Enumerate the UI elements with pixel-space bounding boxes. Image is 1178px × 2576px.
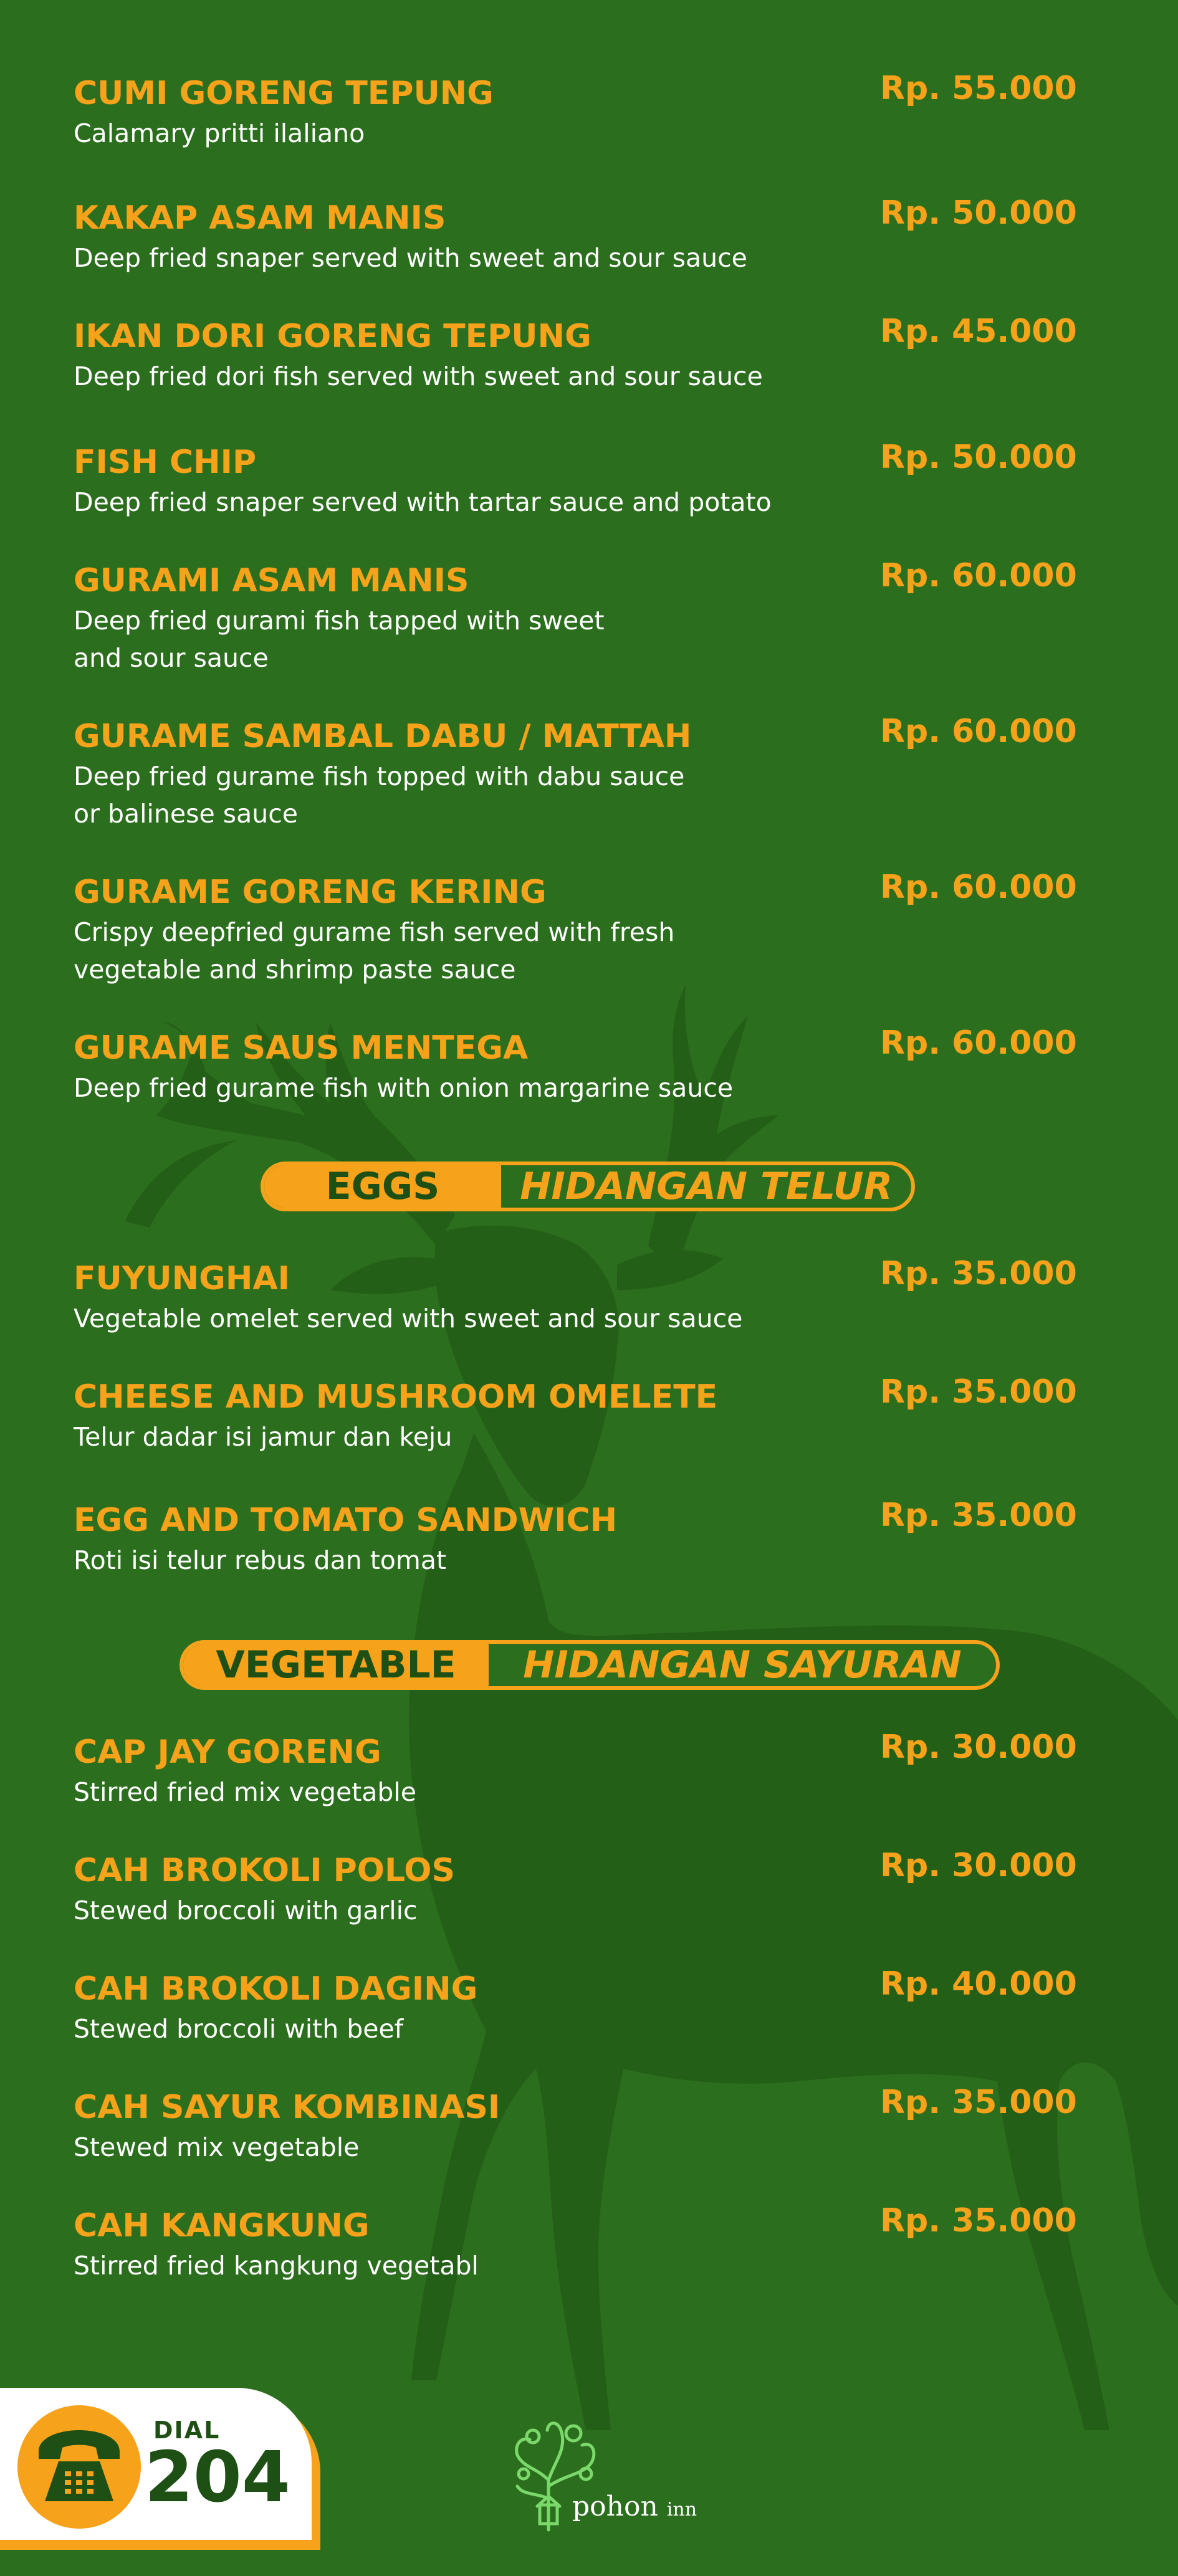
logo-name: pohon	[572, 2491, 658, 2522]
item-description: Deep fried dori fish served with sweet and sour sauce	[74, 361, 763, 391]
section-header-eggs	[261, 1162, 915, 1211]
item-price: Rp. 35.000	[880, 2202, 1077, 2240]
item-description: Deep fried snaper served with sweet and sour sauce	[74, 243, 747, 273]
item-name: GURAMI ASAM MANIS	[74, 562, 469, 599]
item-description-line: Deep fried gurami fish tapped with sweet	[74, 606, 605, 636]
item-description: Stewed mix vegetable	[74, 2132, 360, 2162]
item-price: Rp. 50.000	[880, 194, 1077, 232]
item-price: Rp. 30.000	[880, 1729, 1077, 1766]
section-header-vegetable	[180, 1640, 1000, 1690]
item-price: Rp. 35.000	[880, 2084, 1077, 2121]
logo	[499, 2411, 697, 2536]
item-price: Rp. 40.000	[880, 1965, 1077, 2003]
item-name: CAH BROKOLI DAGING	[74, 1970, 478, 2008]
item-name: IKAN DORI GORENG TEPUNG	[74, 318, 591, 355]
item-name: CHEESE AND MUSHROOM OMELETE	[74, 1378, 718, 1416]
item-name: CAH KANGKUNG	[74, 2207, 370, 2244]
dial-box	[0, 2388, 312, 2540]
item-description: Roti isi telur rebus dan tomat	[74, 1545, 447, 1575]
item-price: Rp. 35.000	[880, 1497, 1077, 1534]
item-description: Vegetable omelet served with sweet and sour sauce	[74, 1304, 743, 1333]
section-label-en: EGGS	[264, 1165, 501, 1208]
item-name: KAKAP ASAM MANIS	[74, 199, 446, 237]
item-description: Stewed broccoli with beef	[74, 2014, 404, 2044]
item-description-line: or balinese sauce	[74, 799, 298, 829]
item-description: Telur dadar isi jamur dan keju	[74, 1422, 453, 1452]
telephone-icon	[17, 2405, 141, 2529]
item-description: Deep fried snaper served with tartar sauce and potato	[74, 487, 772, 517]
item-price: Rp. 55.000	[880, 70, 1077, 107]
item-description: Stewed broccoli with garlic	[74, 1896, 418, 1925]
logo-text	[572, 2491, 697, 2526]
item-name: CAP JAY GORENG	[74, 1734, 381, 1771]
section-label-id: HIDANGAN SAYURAN	[523, 1643, 962, 1687]
item-name: FISH CHIP	[74, 444, 257, 481]
item-description	[74, 758, 790, 832]
item-price: Rp. 35.000	[880, 1373, 1077, 1411]
item-description	[74, 602, 790, 677]
item-description-line: Deep fried gurame fish topped with dabu sauce	[74, 761, 685, 791]
item-description-line: vegetable and shrimp paste sauce	[74, 955, 516, 985]
item-price: Rp. 60.000	[880, 1024, 1077, 1062]
item-price: Rp. 30.000	[880, 1847, 1077, 1884]
item-price: Rp. 60.000	[880, 557, 1077, 594]
item-name: GURAME SAMBAL DABU / MATTAH	[74, 718, 692, 755]
dial-number: 204	[145, 2437, 290, 2518]
item-name: GURAME GORENG KERING	[74, 874, 547, 911]
item-price: Rp. 35.000	[880, 1255, 1077, 1292]
item-name: CUMI GORENG TEPUNG	[74, 75, 494, 112]
logo-suffix: inn	[666, 2499, 697, 2521]
item-price: Rp. 45.000	[880, 313, 1077, 350]
item-name: CAH SAYUR KOMBINASI	[74, 2089, 500, 2126]
item-name: EGG AND TOMATO SANDWICH	[74, 1502, 618, 1539]
item-name: FUYUNGHAI	[74, 1260, 290, 1297]
section-label-id: HIDANGAN TELUR	[520, 1165, 893, 1208]
item-description-line: and sour sauce	[74, 643, 269, 673]
item-description: Stirred fried mix vegetable	[74, 1777, 417, 1807]
item-description: Deep fried gurame fish with onion margarine sauce	[74, 1073, 734, 1103]
item-price: Rp. 60.000	[880, 869, 1077, 906]
item-price: Rp. 50.000	[880, 439, 1077, 476]
item-description: Stirred fried kangkung vegetabl	[74, 2251, 479, 2281]
item-description: Calamary pritti ilaliano	[74, 118, 365, 148]
item-name: CAH BROKOLI POLOS	[74, 1852, 455, 1889]
item-price: Rp. 60.000	[880, 713, 1077, 750]
item-name: GURAME SAUS MENTEGA	[74, 1029, 529, 1067]
dial-label: DIAL	[153, 2416, 221, 2444]
section-label-en: VEGETABLE	[183, 1644, 489, 1686]
item-description	[74, 914, 790, 988]
item-description-line: Crispy deepfried gurame fish served with fresh	[74, 917, 675, 947]
